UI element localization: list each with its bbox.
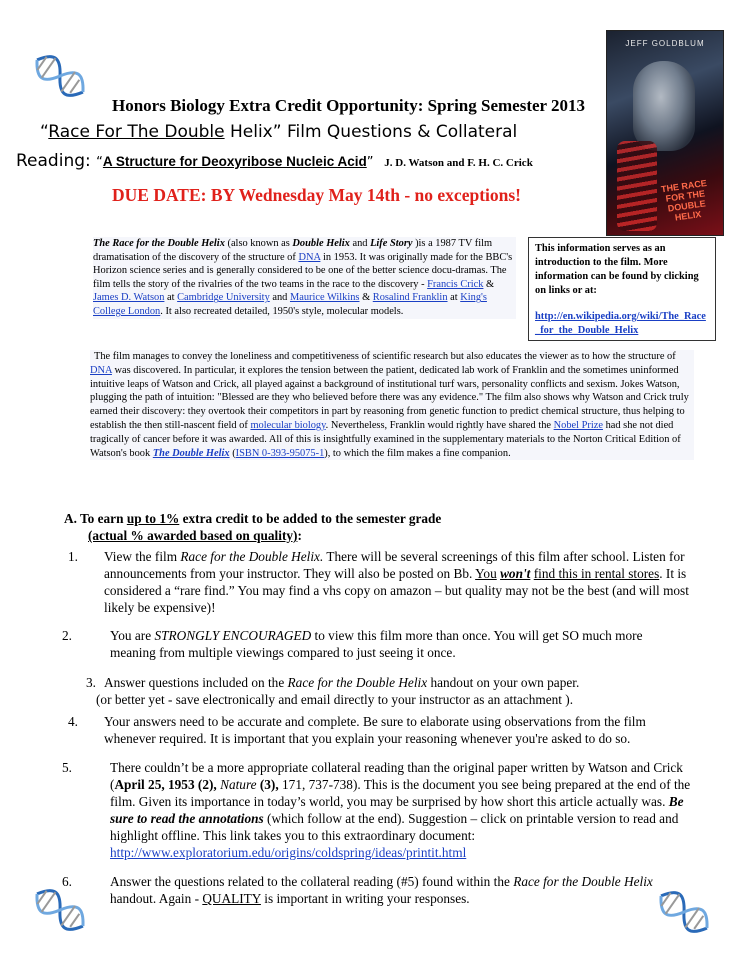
article-authors: J. D. Watson and F. H. C. Crick [384, 157, 533, 169]
cambridge-link[interactable]: Cambridge University [177, 292, 270, 304]
info-box-text: This information serves as an introduction to the film. More information can be found by clicking on links or at: [535, 243, 699, 296]
poster-title: THE RACE FOR THE DOUBLE HELIX [660, 177, 708, 223]
francis-crick-link[interactable]: Francis Crick [427, 278, 484, 290]
poster-face-graphic [633, 61, 695, 151]
instruction-item-2: 2. You are STRONGLY ENCOURAGED to view this film more than once. You will get SO much more meaning from multiple viewings compared to just seeing it once. [62, 628, 643, 660]
dna-link[interactable]: DNA [298, 251, 321, 263]
film-description: The film manages to convey the loneliness and competitiveness of scientific research but also educates the viewer as to how the structure of DNA was discovered. In particular, it explores the tension between the patient, dedicated lab work of Franklin and the sometimes uninformed intuitive leaps of Watson and Crick, all played against a background of institutional turf wars, personality conflicts and sexism. Jokes Watson, plugging the path of intuition: "Blessed are they who believed before there was any evidence." The film also shows why Watson and Crick truly earned their discovery: they overtook their competitors in part by reasoning from genetic function to predict chemical structure, thus helping to establish the then still-nascent field of molecular biology. Nevertheless, Franklin would rightly have shared the Nobel Prize had she not died tragically of cancer before it was awarded. All of this is insightfully examined in the supplementary materials to the Norton Critical Edition of Watson's book The Double Helix (ISBN 0-393-95075-1), to which the film makes a fine companion. [90, 350, 694, 460]
section-a-heading: A. To earn up to 1% extra credit to be added to the semester grade (actual % awarded based on quality): [64, 511, 442, 543]
dna-helix-icon [28, 44, 92, 108]
nobel-prize-link[interactable]: Nobel Prize [553, 419, 603, 431]
film-poster-image [606, 30, 724, 236]
double-helix-book-link[interactable]: The Double Helix [152, 447, 230, 459]
dna-helix-icon [28, 878, 92, 942]
page-title: Honors Biology Extra Credit Opportunity: Spring Semester 2013 [112, 96, 586, 115]
due-date: DUE DATE: BY Wednesday May 14th - no exceptions! [112, 185, 522, 205]
instruction-item-5: 5. There couldn’t be a more appropriate collateral reading than the original paper written by Watson and Crick (April 25, 1953 (2), Nature (3), 171, 737-738). This is the document you see being prepared at the end of the film. Given its importance in today’s world, you may be surprised by how short this article actually was. Be sure to read the annotations (which follow at the end). Suggestion – click on printable version to read and highlight offline. This link takes you to this extraordinary document: http://www.exploratorium.edu/origins/coldspring/ideas/printit.html [62, 760, 691, 860]
kings-college-link[interactable]: King's College London [93, 292, 487, 317]
instruction-item-1: 1. View the film Race for the Double Helix. There will be several screenings of this film after school. Listen for announcements from your instructor. They will also be posted on Bb. You won't find this in rental stores. It is considered a “rare find.” You may find a vhs copy on amazon – but quality may not be the best (and will most likely be expensive)! [68, 549, 689, 615]
film-summary: The Race for the Double Helix (also known as Double Helix and Life Story )is a 1987 TV film dramatisation of the discovery of the structure of DNA in 1953. It was originally made for the BBC's Horizon science series and is generally considered to be one of the better science docu-dramas. The film tells the story of the rivalries of the two teams in the race to the discovery - Francis Crick & James D. Watson at Cambridge University and Maurice Wilkins & Rosalind Franklin at King's College London. It also recreated detailed, 1950's style, molecular models. [93, 237, 516, 319]
rosalind-franklin-link[interactable]: Rosalind Franklin [372, 292, 448, 304]
instruction-item-4: 4. Your answers need to be accurate and complete. Be sure to elaborate using observations from the film whenever required. It is important that you explain your reasoning whenever you're asked to do so. [68, 714, 646, 746]
exploratorium-link[interactable]: http://www.exploratorium.edu/origins/coldspring/ideas/printit.html [110, 845, 467, 860]
molecular-biology-link[interactable]: molecular biology [250, 419, 326, 431]
article-title: A Structure for Deoxyribose Nucleic Acid [102, 154, 367, 169]
reading-line: Reading: “A Structure for Deoxyribose Nucleic Acid” J. D. Watson and F. H. C. Crick [16, 151, 533, 171]
instruction-item-3: 3. Answer questions included on the Race for the Double Helix handout on your own paper. (or better yet - save electronically and email directly to your instructor as an attachment ). [86, 675, 580, 707]
instruction-item-6: 6. Answer the questions related to the collateral reading (#5) found within the Race for the Double Helix handout. Again - QUALITY is important in writing your responses. [62, 874, 653, 906]
subtitle-underlined: Race For The Double [48, 122, 225, 142]
isbn-link[interactable]: ISBN 0-393-95075-1 [235, 447, 325, 459]
wikipedia-link[interactable]: http://en.wikipedia.org/wiki/The_Race_for_the_Double_Helix [535, 311, 706, 336]
info-box [528, 237, 716, 341]
maurice-wilkins-link[interactable]: Maurice Wilkins [289, 292, 360, 304]
subtitle-line: “Race For The Double Helix” Film Questions & Collateral [40, 122, 518, 142]
james-watson-link[interactable]: James D. Watson [93, 292, 165, 304]
dna-link[interactable]: DNA [90, 364, 112, 376]
poster-actor-name: JEFF GOLDBLUM [625, 39, 705, 48]
